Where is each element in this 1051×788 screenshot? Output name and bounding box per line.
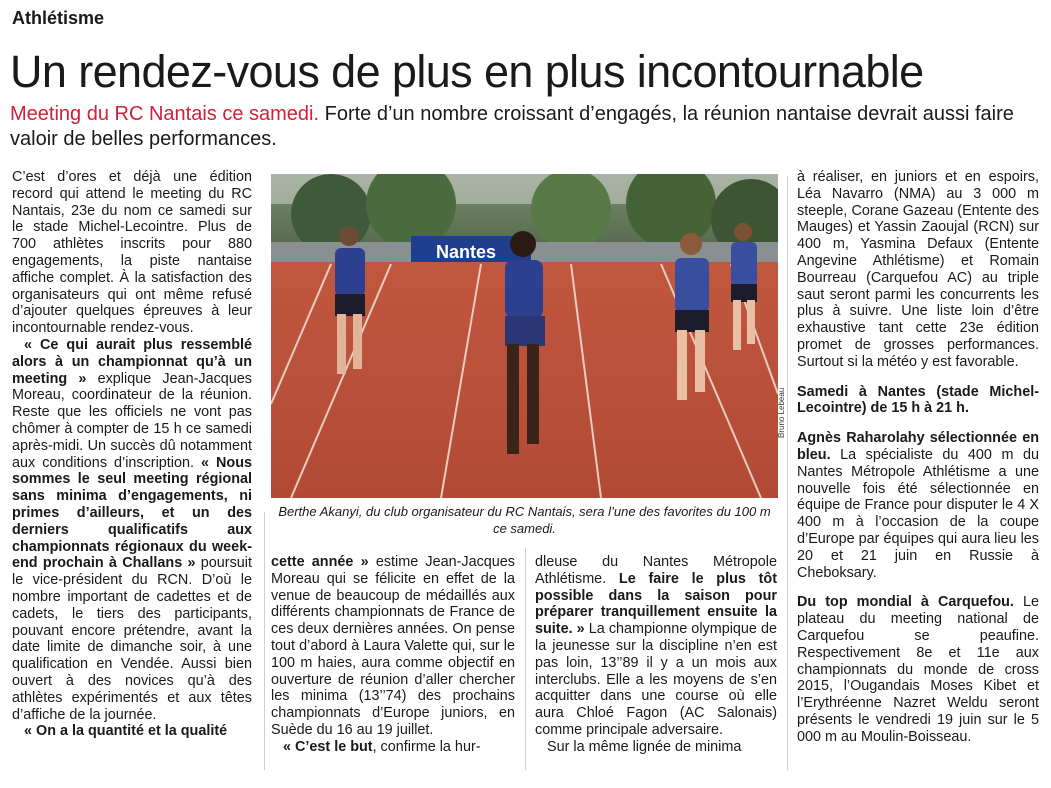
photo-banner-text: Nantes xyxy=(436,242,497,262)
paragraph-minima: Sur la même lignée de minima xyxy=(547,738,742,755)
paragraph-valette: cette année » estime Jean-Jacques Moreau qui se félicite en effet de la venue de beaucoup de médaillés aux différents championnats de France de ces deux dernières années. On pense tout d’abord à Laura Valette qui, sur le 100 m haies, aura comme objectif en ouverture de réunion d’aller chercher les minima (13’’74) des prochains championnats d’Europe juniors, en Suède du 16 au 19 juillet. xyxy=(271,554,516,738)
photo-caption: Berthe Akanyi, du club organisateur du RC Nantais, sera l’une des favorites du 100 m ce samedi. xyxy=(278,504,771,536)
quote-text: « Nous sommes le seul meeting régional sans minima d’engagements, ni primes d’ailleurs, et un des derniers qualificatifs aux championnats régionaux du week-end prochain à Challans » xyxy=(12,454,253,572)
column-rule-1 xyxy=(264,512,265,770)
paragraph-quote-moreau: « Ce qui aurait plus ressemblé alors à un championnat qu’à un meeting » explique Jean-Jacques Moreau, coordinateur de la réunion. Reste que les officiels ne vont pas chômer à compter de 15 h ce samedi après-midi. Un succès dû notamment aux conditions d’inscription. « Nous sommes le seul meeting régional sans minima d’engagements, ni primes d’ailleurs, et un des derniers qualificatifs aux championnats régionaux du week-end prochain à Challans » poursuit le vice-président du RCN. D’où le nombre important de cadettes et de cadets, le tiers des participants, pouvant encore prétendre, avant la date limite de dimanche soir, à une qualification en Vendée. Aussi bien ouvert à des novices qu’à des athlètes expérimentés et aux têtes d’affiche de la journée. xyxy=(12,336,253,723)
paragraph-juniors: à réaliser, en juniors et en espoirs, Léa Navarro (NMA) au 3 000 m steeple, Corane Gazeau (Entente des Mauges) et Yassin Zaoujal (RCN) sur 400 m, Yasmina Defaux (Entente Angevine Athlétisme) et Romain Bourreau (Carquefou AC) au triple saut seront parmi les concurrents les plus à suivre. Une liste loin d’être exhaustive tant cette 23e édition promet de grosses performances. Surtout si la météo y est favorable. xyxy=(797,169,1039,370)
paragraph-hurdler: dleuse du Nantes Métropole Athlétisme. Le faire le plus tôt possible dans la saison pour préparer tranquillement ensuite la suite. » La championne olympique de la jeunesse sur la discipline n’en est pas loin, 13’’89 il y a un mois aux interclubs. Elle a les moyens de s’en acquitter dans une course où elle aura Chloé Fagon (AC Salonais) comme principale adversaire. xyxy=(535,554,777,738)
section-rubric: Athlétisme xyxy=(12,8,105,28)
brief-raharolahy: Agnès Raharolahy sélectionnée en bleu. La spécialiste du 400 m du Nantes Métropole Athlétisme a une nouvelle fois été sélectionnée en équipe de France pour disputer le 4 X 400 m à l’occasion de la coupe d’Europe par équipes qui aura lieu les 20 et 21 juin en Russie à Cheboksary. xyxy=(797,430,1039,581)
article-headline: Un rendez-vous de plus en plus incontournable xyxy=(10,46,924,97)
standfirst-lead: Meeting du RC Nantais ce samedi. xyxy=(10,103,320,125)
article-column-3 xyxy=(535,554,777,756)
practical-info: Samedi à Nantes (stade Michel-Lecointre) de 15 h à 21 h. xyxy=(797,383,1039,417)
brief-carquefou: Du top mondial à Carquefou. Le plateau du meeting national de Carquefou se peaufine. Respectivement 8e et 11e aux championnats du monde de cross 2015, l’Ougandais Moses Kibet et l’Erythréenne Nazret Weldu seront présents le vendredi 19 juin sur le 5 000 m au Moulin-Boisseau. xyxy=(797,594,1039,745)
article-column-4 xyxy=(797,169,1039,746)
standfirst-text: Forte d’un nombre croissant d’engagés, la réunion nantaise devrait aussi faire valoir de belles performances. xyxy=(10,103,1014,150)
column-rule-2 xyxy=(525,548,526,770)
quote-text: « Ce qui aurait plus ressemblé alors à un championnat qu’à un meeting » xyxy=(12,336,252,387)
article-standfirst xyxy=(10,102,1040,152)
article-photo xyxy=(271,174,778,498)
paragraph-quote-quality: « On a la quantité et la qualité xyxy=(24,723,228,740)
photo-credit: Bruno Lebeau xyxy=(777,387,786,438)
column-rule-3 xyxy=(787,176,788,770)
article-column-1 xyxy=(12,169,252,740)
article-column-2 xyxy=(271,554,515,756)
sprinters-photo xyxy=(271,174,778,498)
paragraph-but: « C’est le but, confirme la hur- xyxy=(283,738,481,755)
paragraph-intro: C’est d’ores et déjà une édition record qui attend le meeting du RC Nantais, 23e du nom ce samedi sur le stade Michel-Lecointre. Plus de 700 athlètes inscrits pour 880 engagements, la piste nantaise affiche complet. À la satisfaction des organisateurs qui ont même refusé d’ajouter quelques épreuves à leur incontournable rendez-vous. xyxy=(12,169,252,337)
